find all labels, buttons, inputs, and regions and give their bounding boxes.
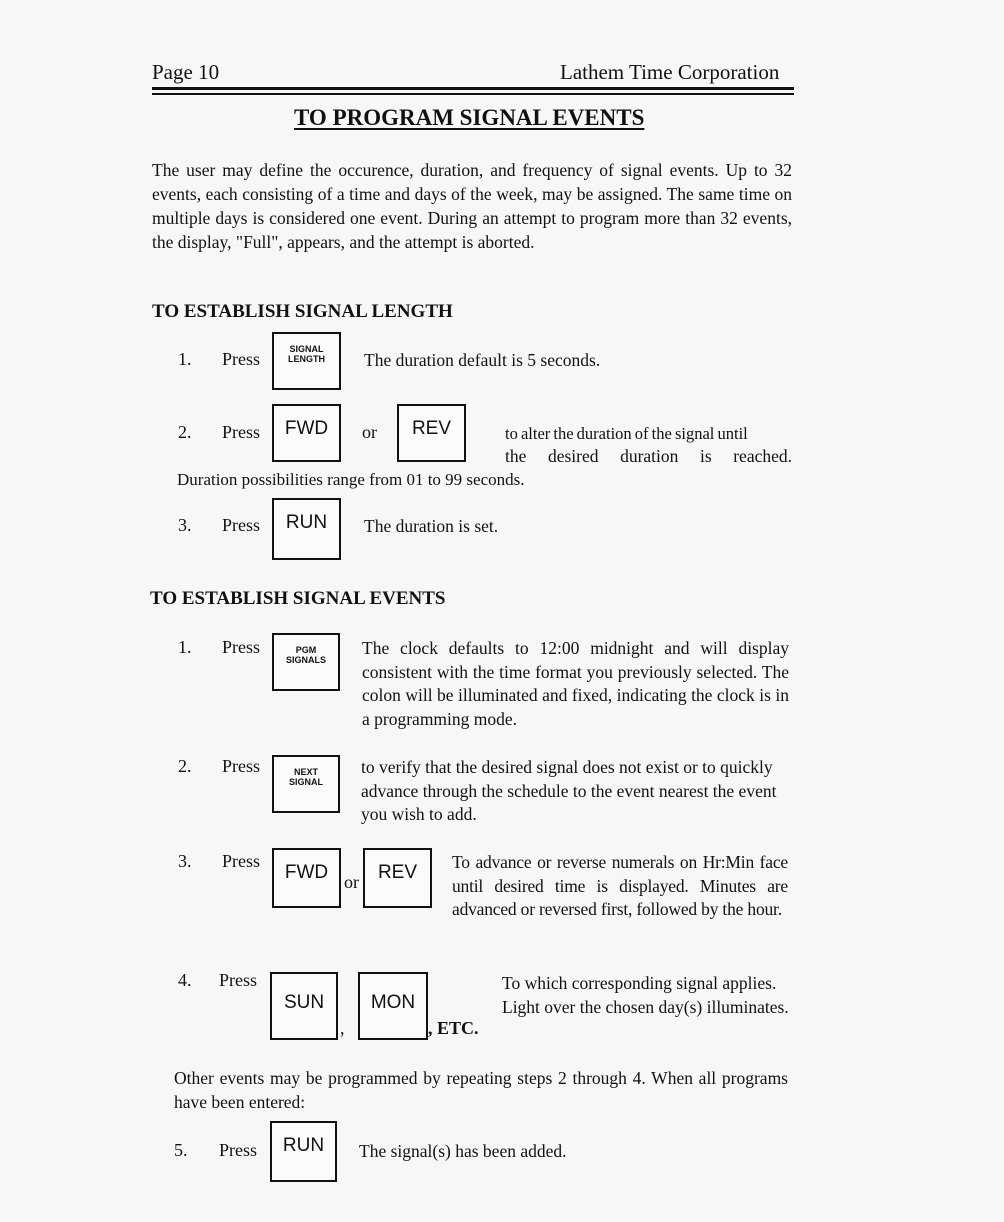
fwd-key[interactable]: FWD bbox=[272, 848, 341, 908]
step-number: 5. bbox=[174, 1140, 188, 1160]
press-label: Press bbox=[219, 1140, 258, 1160]
step-description: To advance or reverse numerals on Hr:Min face until desired time is displayed. Minutes are advanced or reversed first, followed by the hour. bbox=[452, 852, 788, 919]
step-description: The signal(s) has been added. bbox=[359, 1141, 567, 1161]
step-description: The clock defaults to 12:00 midnight and will display consistent with the time format you previously selected. The colon will be illuminated and fixed, indicating the clock is in a programming mode. bbox=[362, 638, 789, 729]
sun-key[interactable]: SUN bbox=[270, 972, 338, 1040]
company-name: Lathem Time Corporation bbox=[560, 60, 780, 84]
press-label: Press bbox=[222, 349, 261, 369]
signal-length-key[interactable]: SIGNAL LENGTH bbox=[272, 332, 341, 390]
step-number: 3. bbox=[178, 851, 192, 871]
step-number: 2. bbox=[178, 422, 192, 442]
press-label: Press bbox=[219, 970, 258, 990]
comma: , bbox=[340, 1018, 345, 1038]
or-label: or bbox=[344, 872, 359, 892]
step-number: 4. bbox=[178, 970, 192, 990]
section-heading-signal-length: TO ESTABLISH SIGNAL LENGTH bbox=[152, 301, 453, 322]
fwd-key[interactable]: FWD bbox=[272, 404, 341, 462]
step-description: The duration default is 5 seconds. bbox=[364, 350, 601, 370]
page-number: Page 10 bbox=[152, 60, 220, 84]
press-label: Press bbox=[222, 756, 261, 776]
etc-label: , ETC. bbox=[428, 1018, 479, 1038]
header-rule-bottom bbox=[152, 93, 794, 95]
step-number: 1. bbox=[178, 637, 192, 657]
step-description: to alter the duration of the signal until bbox=[505, 424, 748, 443]
mon-key[interactable]: MON bbox=[358, 972, 428, 1040]
step-number: 3. bbox=[178, 515, 192, 535]
rev-key[interactable]: REV bbox=[363, 848, 432, 908]
step-number: 2. bbox=[178, 756, 192, 776]
section-heading-signal-events: TO ESTABLISH SIGNAL EVENTS bbox=[150, 588, 446, 609]
header-rule-top bbox=[152, 87, 794, 90]
intro-paragraph: The user may define the occurence, duration, and frequency of signal events. Up to 32 events, each consisting of a time and days of the week, may be assigned. The same time on multiple days is considered one event. During an attempt to program more than 32 events, the display, "Full", appears, and the attempt is aborted. bbox=[152, 160, 792, 252]
page-title: TO PROGRAM SIGNAL EVENTS bbox=[294, 105, 645, 130]
step-description: to verify that the desired signal does not exist or to quickly advance through the schedule to the event nearest the event you wish to add. bbox=[361, 757, 777, 824]
next-signal-key[interactable]: NEXT SIGNAL bbox=[272, 755, 340, 813]
press-label: Press bbox=[222, 422, 261, 442]
step-description-continued: the desired duration is reached. bbox=[505, 446, 792, 466]
press-label: Press bbox=[222, 637, 261, 657]
duration-range-note: Duration possibilities range from 01 to 99 seconds. bbox=[177, 470, 525, 489]
repeat-steps-note: Other events may be programmed by repeating steps 2 through 4. When all programs have been entered: bbox=[174, 1068, 788, 1112]
step-description: To which corresponding signal applies. Light over the chosen day(s) illuminates. bbox=[502, 973, 789, 1017]
pgm-signals-key[interactable]: PGM SIGNALS bbox=[272, 633, 340, 691]
press-label: Press bbox=[222, 851, 261, 871]
or-label: or bbox=[362, 422, 377, 442]
step-description: The duration is set. bbox=[364, 516, 499, 536]
run-key[interactable]: RUN bbox=[272, 498, 341, 560]
press-label: Press bbox=[222, 515, 261, 535]
step-number: 1. bbox=[178, 349, 192, 369]
rev-key[interactable]: REV bbox=[397, 404, 466, 462]
run-key[interactable]: RUN bbox=[270, 1121, 337, 1182]
